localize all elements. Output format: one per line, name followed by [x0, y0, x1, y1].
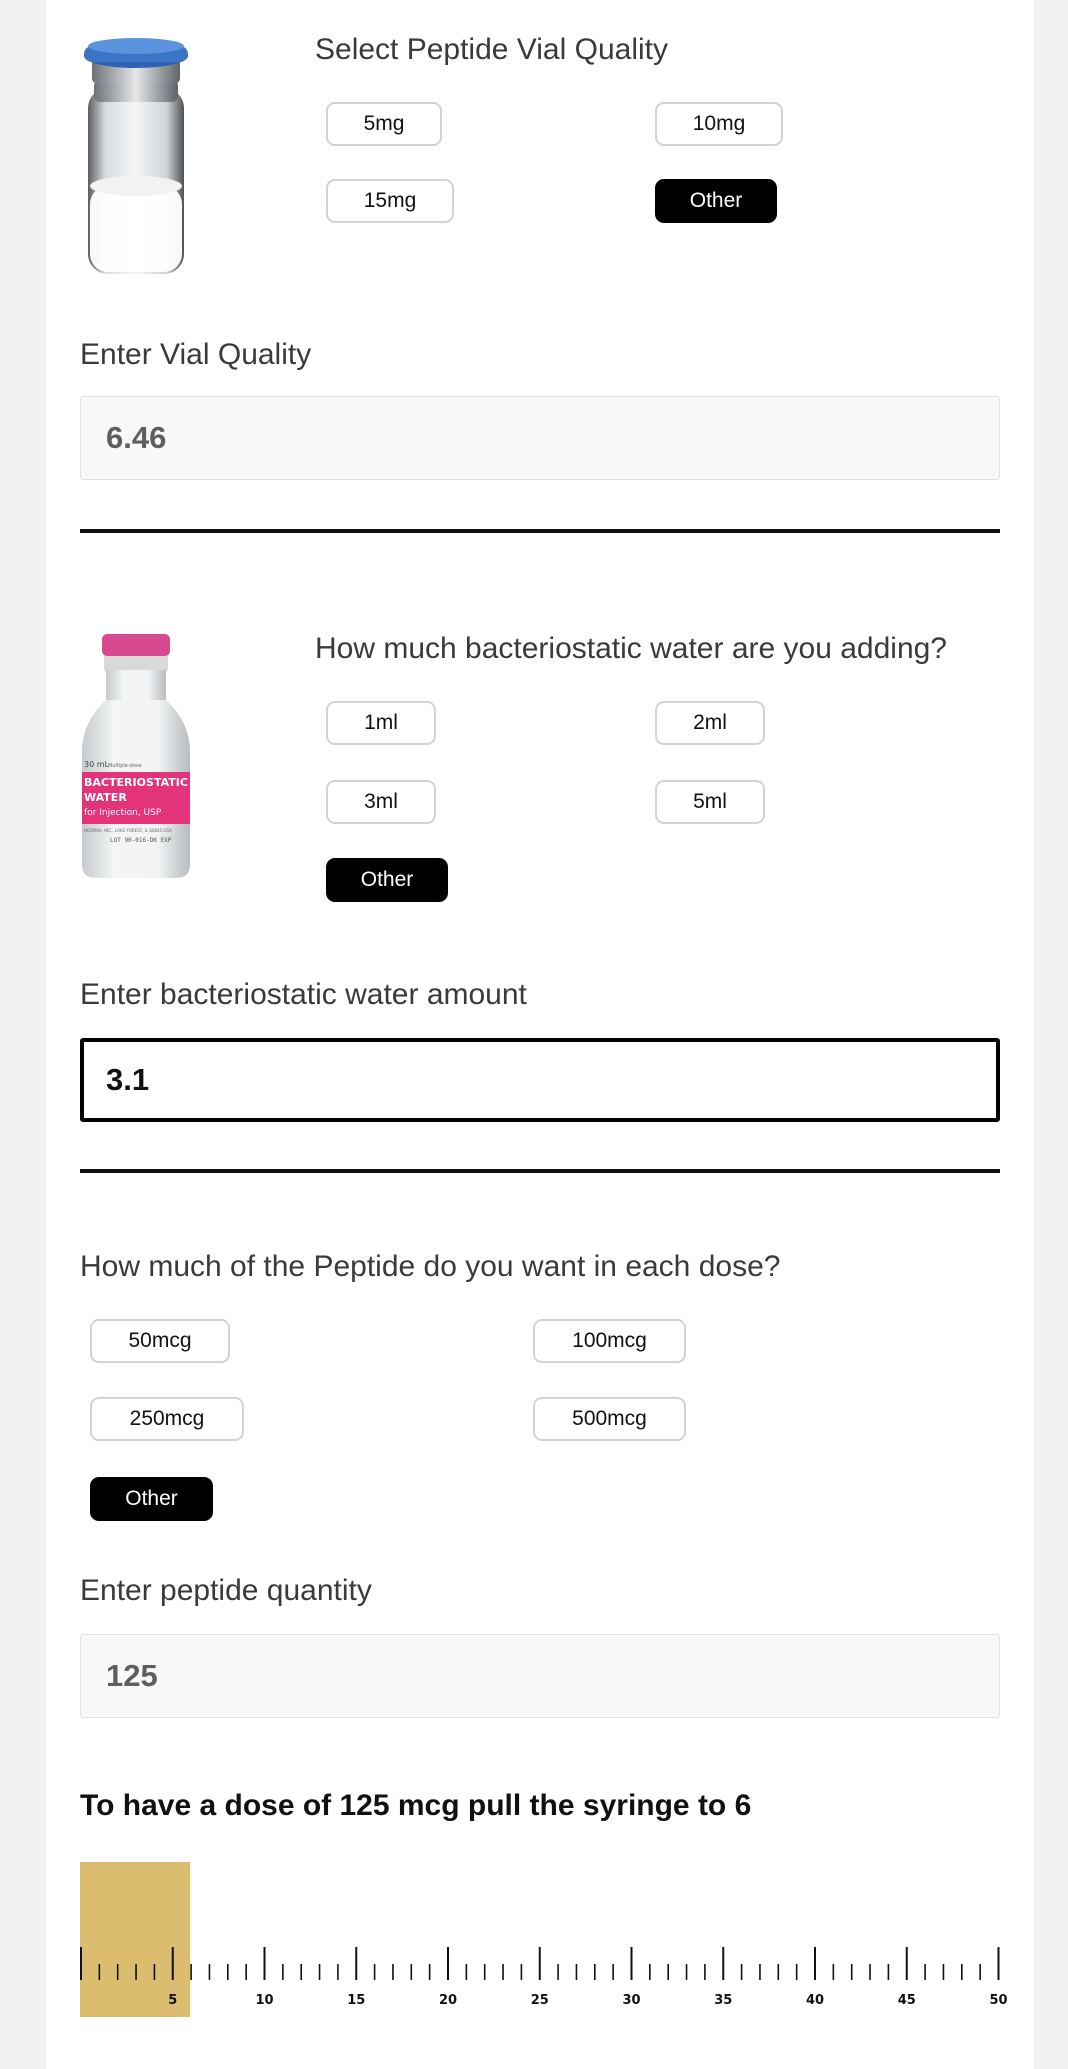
dose-option-100mcg[interactable]: 100mcg [533, 1319, 686, 1363]
syringe-tick-label: 15 [347, 1993, 366, 2008]
dose-option-other[interactable]: Other [90, 1477, 213, 1521]
water-option-other[interactable]: Other [326, 858, 448, 902]
bottle-label-line3: for Injection, USP [84, 808, 162, 818]
vial-option-15mg[interactable]: 15mg [326, 179, 454, 223]
water-option-2ml[interactable]: 2ml [655, 701, 765, 745]
vial-option-10mg[interactable]: 10mg [655, 102, 783, 146]
dose-heading: How much of the Peptide do you want in each dose? [80, 1250, 781, 1283]
water-amount-input[interactable]: 3.1 [80, 1038, 1000, 1122]
syringe-tick-label: 35 [714, 1993, 733, 2008]
bottle-maker-text: HOSPIRA, INC., LAKE FOREST, IL 60045 USA [84, 828, 172, 833]
bacteriostatic-water-bottle-image [80, 634, 192, 880]
peptide-vial-image [80, 36, 192, 282]
section-divider [80, 529, 1000, 533]
syringe-ruler [80, 1862, 1010, 2022]
syringe-tick-label: 40 [805, 1993, 825, 2008]
syringe-tick-label: 30 [622, 1993, 641, 2008]
syringe-tick-label: 20 [438, 1993, 458, 2008]
section-divider-2 [80, 1169, 1000, 1173]
water-option-5ml[interactable]: 5ml [655, 780, 765, 824]
water-amount-input-label: Enter bacteriostatic water amount [80, 978, 527, 1011]
vial-option-other[interactable]: Other [655, 179, 777, 223]
syringe-tick-label: 5 [168, 1993, 178, 2008]
vial-option-5mg[interactable]: 5mg [326, 102, 442, 146]
bottle-lot-text: LOT 90-016-DK EXP [110, 837, 172, 844]
vial-quality-heading: Select Peptide Vial Quality [315, 33, 668, 66]
bottle-volume-text: 30 mL [84, 760, 109, 769]
dose-option-500mcg[interactable]: 500mcg [533, 1397, 686, 1441]
water-amount-heading: How much bacteriostatic water are you adding? [315, 632, 947, 665]
water-option-1ml[interactable]: 1ml [326, 701, 436, 745]
syringe-tick-label: 50 [989, 1993, 1008, 2008]
syringe-tick-label: 45 [897, 1993, 916, 2008]
vial-quality-input[interactable]: 6.46 [80, 396, 1000, 480]
peptide-quantity-input[interactable]: 125 [80, 1634, 1000, 1718]
water-option-3ml[interactable]: 3ml [326, 780, 436, 824]
peptide-quantity-input-label: Enter peptide quantity [80, 1574, 372, 1607]
syringe-result-text: To have a dose of 125 mcg pull the syringe to 6 [80, 1789, 752, 1822]
vial-quality-input-label: Enter Vial Quality [80, 338, 312, 371]
bottle-label-line1: BACTERIOSTATIC [84, 776, 188, 789]
syringe-tick-label: 25 [530, 1993, 549, 2008]
dose-option-250mcg[interactable]: 250mcg [90, 1397, 244, 1441]
bottle-label-line2: WATER [84, 791, 127, 804]
dose-option-50mcg[interactable]: 50mcg [90, 1319, 230, 1363]
bottle-dose-type-text: Multiple-dose [108, 763, 142, 769]
calculator-card [46, 0, 1034, 2069]
syringe-tick-label: 10 [255, 1993, 274, 2008]
